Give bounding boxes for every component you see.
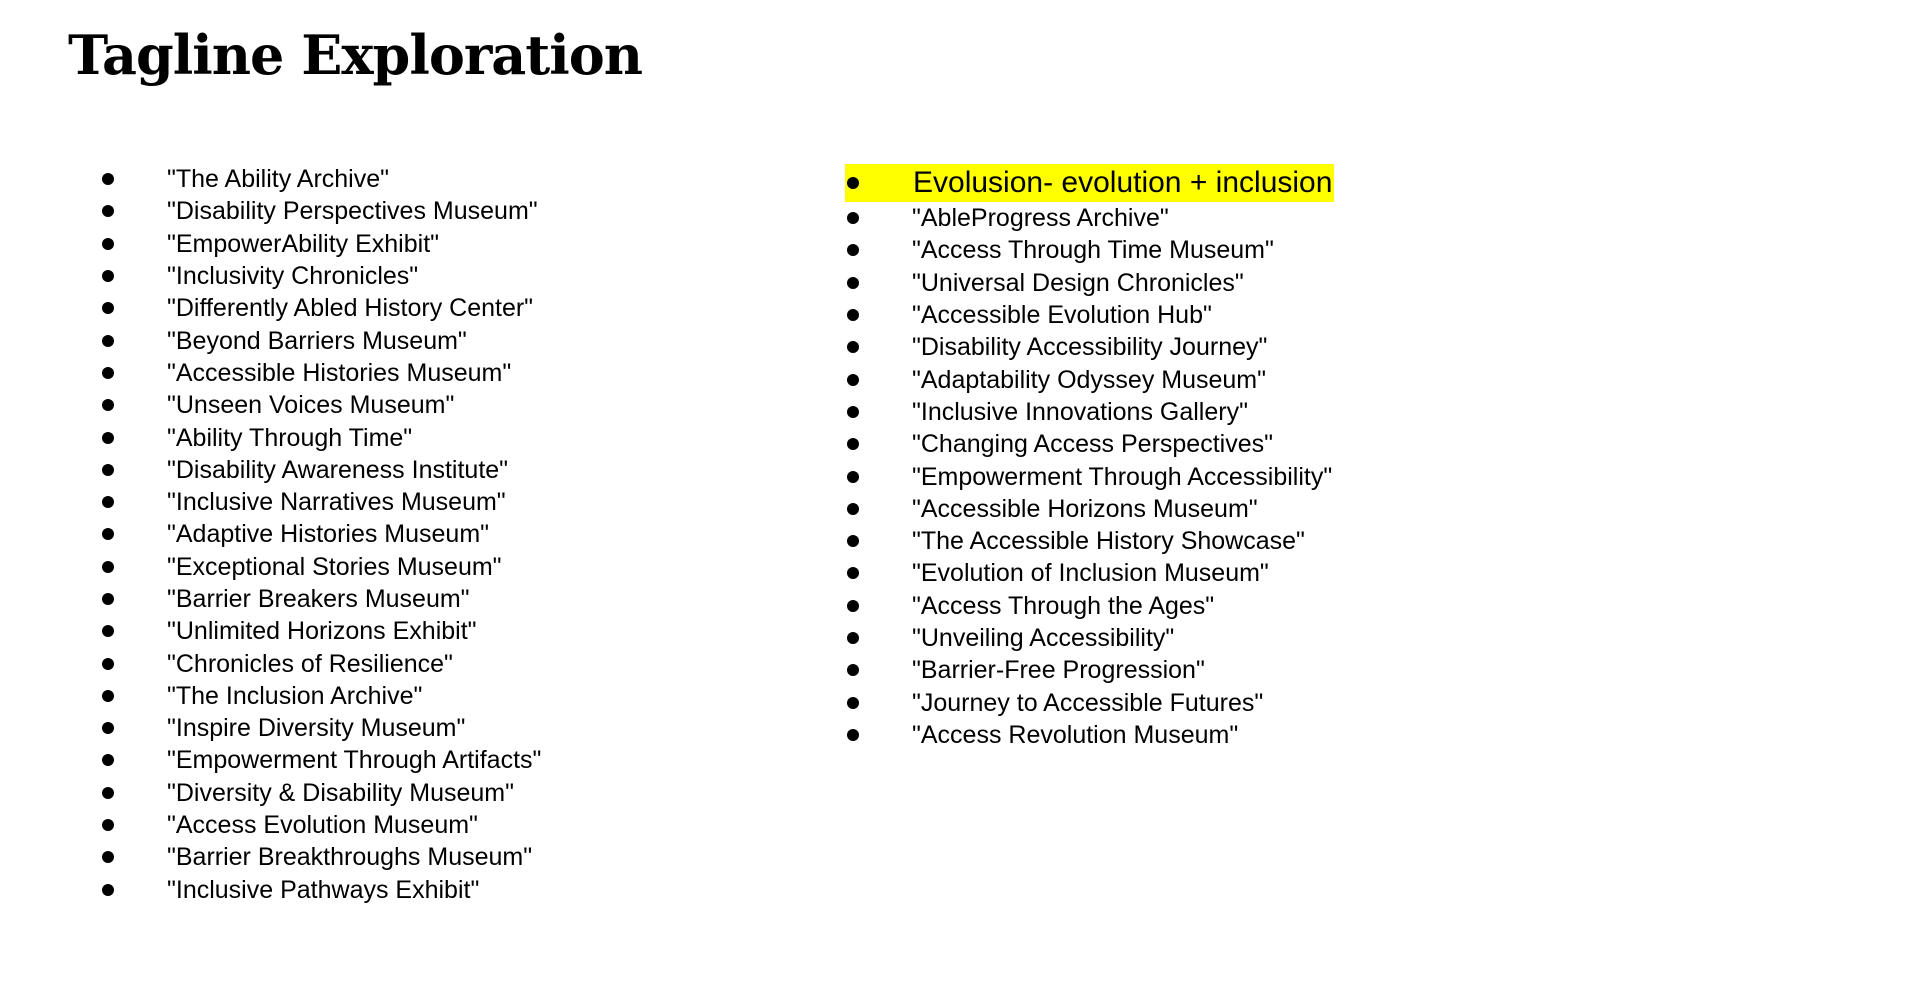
list-item-text: "Disability Awareness Institute" xyxy=(167,455,509,484)
list-item xyxy=(100,583,541,615)
page-title: Tagline Exploration xyxy=(68,23,643,87)
list-item-text: "Chronicles of Resilience" xyxy=(167,649,453,678)
bullet-icon xyxy=(847,729,859,741)
list-item-text: "Access Revolution Museum" xyxy=(912,720,1239,749)
bullet-icon xyxy=(102,335,114,347)
list-item xyxy=(100,486,541,518)
highlighted-list-item xyxy=(845,164,1334,202)
list-item-text: "Adaptability Odyssey Museum" xyxy=(912,365,1267,394)
list-item xyxy=(100,163,541,195)
list-item xyxy=(845,234,1334,266)
list-item-text: "Empowerment Through Artifacts" xyxy=(167,746,542,775)
list-item xyxy=(845,493,1334,525)
list-item-text: "Journey to Accessible Futures" xyxy=(912,688,1264,717)
bullet-icon xyxy=(847,664,859,676)
tagline-list-left xyxy=(100,163,541,906)
list-item xyxy=(845,267,1334,299)
list-item-text: "Accessible Evolution Hub" xyxy=(912,301,1212,330)
bullet-icon xyxy=(102,302,114,314)
list-item xyxy=(845,428,1334,460)
list-item xyxy=(845,622,1334,654)
list-item-text: "Inclusivity Chronicles" xyxy=(167,262,419,291)
bullet-icon xyxy=(847,374,859,386)
bullet-icon xyxy=(847,535,859,547)
list-item xyxy=(845,331,1334,363)
list-item xyxy=(100,389,541,421)
list-item xyxy=(100,647,541,679)
list-item-text: "Adaptive Histories Museum" xyxy=(167,520,490,549)
bullet-icon xyxy=(847,632,859,644)
bullet-icon xyxy=(102,270,114,282)
bullet-icon xyxy=(102,496,114,508)
list-item-text: "Barrier Breakthroughs Museum" xyxy=(167,843,533,872)
list-item-text: "Exceptional Stories Museum" xyxy=(167,552,502,581)
list-item xyxy=(100,615,541,647)
list-item xyxy=(845,719,1334,751)
list-item-text: "The Accessible History Showcase" xyxy=(912,527,1305,556)
list-item-text: "Inclusive Narratives Museum" xyxy=(167,488,506,517)
list-item-text: "Differently Abled History Center" xyxy=(167,294,534,323)
bullet-icon xyxy=(102,851,114,863)
list-item xyxy=(845,686,1334,718)
list-item xyxy=(100,744,541,776)
bullet-icon xyxy=(102,884,114,896)
list-item-text: "Diversity & Disability Museum" xyxy=(167,778,514,807)
list-item xyxy=(100,292,541,324)
list-item xyxy=(845,202,1334,234)
list-item xyxy=(845,460,1334,492)
list-item-text: "Disability Perspectives Museum" xyxy=(167,197,538,226)
list-item-text: "Universal Design Chronicles" xyxy=(912,268,1244,297)
bullet-icon xyxy=(102,722,114,734)
bullet-icon xyxy=(102,593,114,605)
bullet-icon xyxy=(102,399,114,411)
bullet-icon xyxy=(102,787,114,799)
list-item-text: "Access Evolution Museum" xyxy=(167,811,478,840)
list-item-text: "Unveiling Accessibility" xyxy=(912,624,1175,652)
bullet-icon xyxy=(847,277,859,289)
bullet-icon xyxy=(102,754,114,766)
bullet-icon xyxy=(847,600,859,612)
list-item-text: "Inspire Diversity Museum" xyxy=(167,714,466,743)
list-item xyxy=(100,712,541,744)
bullet-icon xyxy=(847,697,859,709)
list-item-text: "Accessible Horizons Museum" xyxy=(912,494,1258,523)
list-item xyxy=(100,324,541,356)
highlighted-item-text: Evolusion- evolution + inclusion xyxy=(913,166,1333,199)
bullet-icon xyxy=(847,567,859,579)
bullet-icon xyxy=(847,438,859,450)
list-item xyxy=(100,228,541,260)
list-item xyxy=(845,654,1334,686)
list-item xyxy=(100,454,541,486)
list-item xyxy=(100,874,541,906)
list-item xyxy=(100,809,541,841)
list-item xyxy=(845,363,1334,395)
list-item xyxy=(845,525,1334,557)
bullet-icon xyxy=(847,406,859,418)
bullet-icon xyxy=(102,528,114,540)
bullet-icon xyxy=(847,309,859,321)
list-item-text: "Inclusive Pathways Exhibit" xyxy=(167,875,480,904)
list-item xyxy=(845,590,1334,622)
bullet-icon xyxy=(102,205,114,217)
list-item xyxy=(100,680,541,712)
list-item-text: "Barrier Breakers Museum" xyxy=(167,585,470,613)
list-item xyxy=(100,551,541,583)
list-item-text: "Accessible Histories Museum" xyxy=(167,358,512,387)
bullet-icon xyxy=(847,212,859,224)
list-item-text: "Changing Access Perspectives" xyxy=(912,430,1273,459)
bullet-icon xyxy=(102,625,114,637)
list-item xyxy=(845,299,1334,331)
list-item xyxy=(845,396,1334,428)
list-item xyxy=(100,195,541,227)
list-item-text: "Disability Accessibility Journey" xyxy=(912,333,1268,362)
bullet-icon xyxy=(102,561,114,573)
list-item xyxy=(100,518,541,550)
list-item xyxy=(845,557,1334,589)
list-item-text: "Unlimited Horizons Exhibit" xyxy=(167,617,477,646)
list-item xyxy=(100,421,541,453)
list-item-text: "Inclusive Innovations Gallery" xyxy=(912,397,1248,426)
list-item xyxy=(100,260,541,292)
bullet-icon xyxy=(847,471,859,483)
bullet-icon xyxy=(847,503,859,515)
list-item-text: "Empowerment Through Accessibility" xyxy=(912,462,1333,491)
list-item xyxy=(100,777,541,809)
bullet-icon xyxy=(102,238,114,250)
list-item-text: "The Ability Archive" xyxy=(167,165,390,194)
bullet-icon xyxy=(102,173,114,185)
list-item-text: "Ability Through Time" xyxy=(167,423,413,452)
list-item xyxy=(100,357,541,389)
list-item-text: "Unseen Voices Museum" xyxy=(167,391,455,420)
list-item-text: "The Inclusion Archive" xyxy=(167,681,423,710)
list-item xyxy=(100,841,541,873)
list-item-text: "Beyond Barriers Museum" xyxy=(167,326,467,355)
bullet-icon xyxy=(102,367,114,379)
bullet-icon xyxy=(847,177,859,189)
bullet-icon xyxy=(102,432,114,444)
tagline-list-right xyxy=(845,164,1334,751)
list-item-text: "Barrier-Free Progression" xyxy=(912,656,1205,685)
bullet-icon xyxy=(102,690,114,702)
list-item-text: "Evolution of Inclusion Museum" xyxy=(912,559,1269,588)
list-item-text: "EmpowerAbility Exhibit" xyxy=(167,229,440,258)
bullet-icon xyxy=(102,819,114,831)
list-item-text: "AbleProgress Archive" xyxy=(912,204,1169,233)
list-item-text: "Access Through the Ages" xyxy=(912,591,1215,620)
bullet-icon xyxy=(102,464,114,476)
bullet-icon xyxy=(847,244,859,256)
bullet-icon xyxy=(102,658,114,670)
bullet-icon xyxy=(847,341,859,353)
list-item-text: "Access Through Time Museum" xyxy=(912,236,1274,265)
